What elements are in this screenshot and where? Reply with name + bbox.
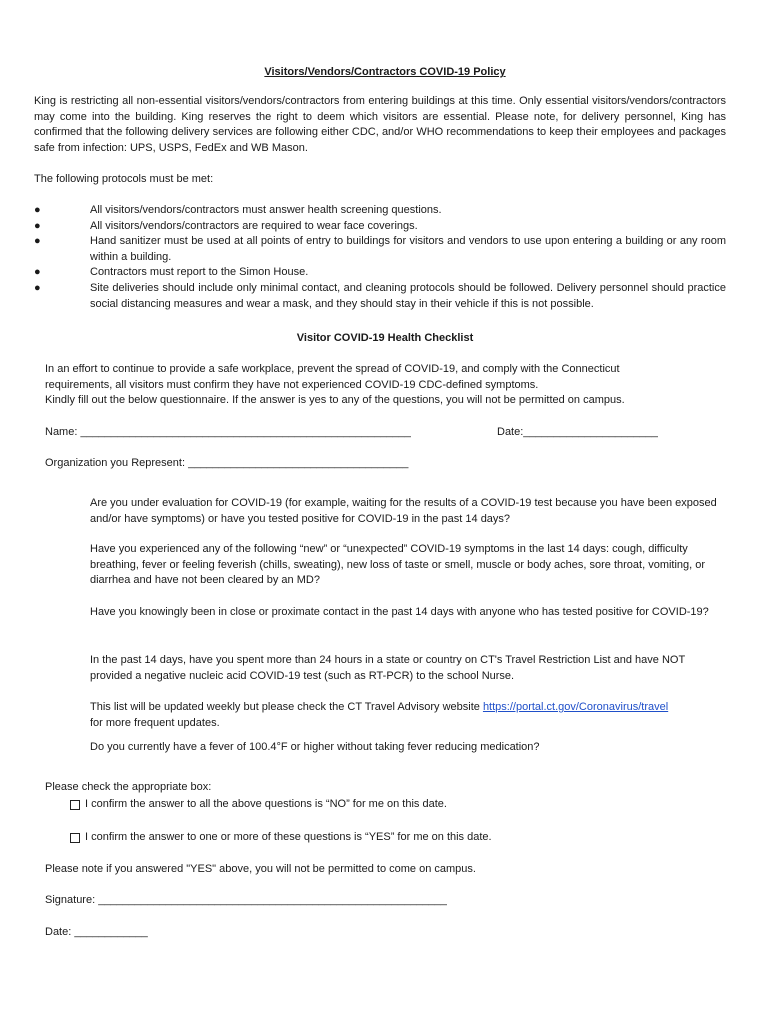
bullet-icon: ● (34, 219, 41, 232)
travel-note-text: This list will be updated weekly but please check the CT Travel Advisory website (90, 701, 483, 713)
protocol-item (34, 265, 726, 281)
name-field[interactable]: Name: ______________________________________________________ (45, 426, 411, 438)
date-field[interactable]: Date:______________________ (497, 426, 658, 438)
bullet-icon: ● (34, 204, 41, 216)
signature-field[interactable]: Signature: _________________________________________________________ (45, 894, 447, 906)
confirm-yes-option[interactable] (70, 830, 492, 846)
checklist-intro (45, 362, 705, 409)
confirm-no-option[interactable] (70, 797, 447, 813)
question-symptoms: Have you experienced any of the following “new” or “unexpected” COVID-19 symptoms in the last 14 days: cough, difficulty breathing, fever or feeling feverish (chills, sweating), new loss of taste or smell, muscle or body aches, sore throat, vomiting, or diarrhea and have not been cleared by an MD? (90, 543, 706, 587)
protocol-text: All visitors/vendors/contractors are required to wear face coverings. (90, 219, 418, 232)
protocol-text: Hand sanitizer must be used at all points of entry to buildings for visitors and vendors to use upon entering a building or any room within a building. (90, 235, 726, 263)
bullet-icon: ● (34, 235, 41, 248)
protocol-item (34, 219, 726, 235)
travel-advisory-link[interactable]: https://portal.ct.gov/Coronavirus/travel (482, 701, 669, 713)
travel-note (90, 700, 730, 731)
protocol-item (34, 234, 726, 265)
protocol-text: Site deliveries should include only minimal contact, and cleaning protocols should be followed. Delivery personnel should practice social distancing measures and wear a mask, and they should stay in their vehicle if this is not possible. (90, 281, 726, 310)
checklist-intro-line: requirements, all visitors must confirm they have not experienced COVID-19 CDC-defined symptoms. (45, 378, 539, 391)
check-lead: Please check the appropriate box: (45, 781, 212, 793)
protocol-text: All visitors/vendors/contractors must answer health screening questions. (90, 204, 442, 216)
bullet-icon: ● (34, 281, 41, 294)
confirm-no-checkbox[interactable] (70, 800, 80, 810)
confirm-yes-label: I confirm the answer to one or more of these questions is “YES” for me on this date. (85, 831, 492, 843)
organization-field[interactable]: Organization you Represent: ____________________________________ (45, 457, 409, 469)
question-fever: Do you currently have a fever of 100.4°F or higher without taking fever reducing medication? (90, 741, 540, 753)
travel-note-text-end: for more frequent updates. (90, 716, 220, 729)
question-evaluation: Are you under evaluation for COVID-19 (for example, waiting for the results of a COVID-19 test because you have been exposed and/or have symptoms) or have you tested positive for COVID-19 in the past 14 days? (90, 497, 717, 525)
confirm-no-label: I confirm the answer to all the above questions is “NO” for me on this date. (85, 798, 447, 810)
policy-title: Visitors/Vendors/Contractors COVID-19 Policy (264, 66, 506, 78)
campus-note: Please note if you answered "YES" above, you will not be permitted to come on campus. (45, 863, 476, 875)
checklist-title: Visitor COVID-19 Health Checklist (296, 332, 474, 344)
checklist-intro-line: Kindly fill out the below questionnaire. If the answer is yes to any of the questions, you will not be permitted on campus. (45, 394, 625, 407)
protocols-lead: The following protocols must be met: (34, 173, 214, 185)
confirm-yes-checkbox[interactable] (70, 833, 80, 843)
question-travel: In the past 14 days, have you spent more than 24 hours in a state or country on CT's Travel Restriction List and have NOT provided a negative nucleic acid COVID-19 test (such as RT-PCR) to the school Nurse. (90, 654, 685, 682)
protocol-item (34, 281, 726, 312)
question-contact: Have you knowingly been in close or proximate contact in the past 14 days with anyone who has tested positive for COVID-19? (90, 606, 709, 618)
bullet-icon: ● (34, 266, 41, 279)
protocol-item (34, 203, 726, 219)
protocols-list (34, 203, 726, 312)
checklist-intro-line: In an effort to continue to provide a safe workplace, prevent the spread of COVID-19, and comply with the Connecticut (45, 363, 620, 375)
signature-date-field[interactable]: Date: ____________ (45, 926, 148, 938)
protocol-text: Contractors must report to the Simon House. (90, 266, 309, 279)
policy-intro: King is restricting all non-essential visitors/vendors/contractors from entering buildings at this time. Only essential visitors/vendors/contractors may come into the building. King reserves the right to deem which visitors are essential. Please note, for delivery personnel, King has confirmed that the following delivery services are following either CDC, and/or WHO recommendations to keep their employees and packages safe from infection: UPS, USPS, FedEx and WB Mason. (34, 95, 726, 154)
